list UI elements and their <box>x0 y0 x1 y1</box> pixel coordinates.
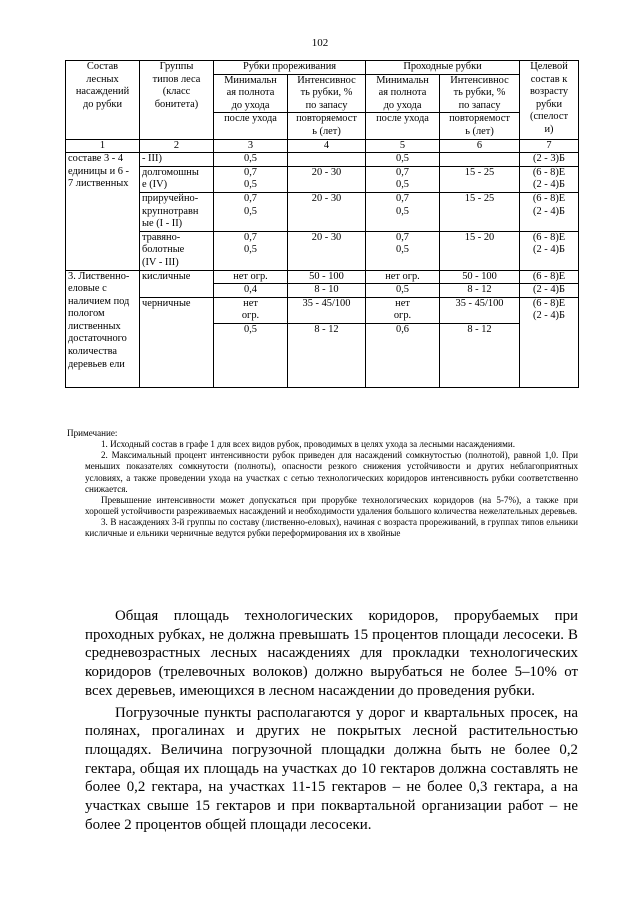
pass-intensity-cell: 15 - 25 <box>440 192 520 231</box>
forest-care-table <box>65 60 579 388</box>
target-cell: (6 - 8)Е <box>520 270 579 284</box>
thin-intensity-cell: 50 - 100 <box>288 270 366 284</box>
pass-density-cell: 0,5 <box>366 153 440 167</box>
note-item: 3. В насаждениях 3-й группы по составу (лиственно-еловых), начиная с возраста прореживаний, в группах типов ельники кисличные и ельники черничные ведутся рубки переформирования их в хвойные <box>85 517 578 539</box>
composition-cell: 3. Лиственно- еловые с наличием под пологом лиственных достаточного количества деревьев ели <box>66 270 140 387</box>
pass-density-cell: 0,5 <box>366 284 440 298</box>
col-number: 1 <box>66 139 140 153</box>
thin-intensity-cell: 8 - 10 <box>288 284 366 298</box>
col-number: 2 <box>140 139 214 153</box>
header-thin-intensity: Интенсивнос ть рубки, % по запасу <box>288 74 366 113</box>
note-item: Превышение интенсивности может допускаться при прорубке технологических коридоров (на 5-7%), а также при хорошей устойчивости разреживаемых насаждений и необходимости удаления большого количества нежелательных деревьев. <box>85 494 578 517</box>
header-thin-after-care: после ухода <box>214 113 288 139</box>
header-forest-groups: Группы типов леса (класс бонитета) <box>140 61 214 140</box>
pass-intensity-cell <box>440 153 520 167</box>
body-paragraph: Общая площадь технологических коридоров, прорубаемых при проходных рубках, не должна превышать 15 процентов площади лесосеки. В средневозрастных лесных насаждениях для прокладки технологических коридоров (трелевочных волоков) должно вырубаться не более 5–10% от всех деревьев, имеющихся в лесном насаждении до проведения рубки. <box>85 608 578 699</box>
thin-intensity-cell: 35 - 45/100 <box>288 297 366 323</box>
header-pass-repeat: повторяемост ь (лет) <box>440 113 520 139</box>
table-row <box>66 192 579 231</box>
table-row <box>66 270 579 284</box>
thin-density-cell: нет огр. <box>214 297 288 323</box>
thin-density-cell: нет огр. <box>214 270 288 284</box>
thin-intensity-cell: 20 - 30 <box>288 166 366 192</box>
notes-title: Примечание: <box>67 428 118 438</box>
header-composition: Состав лесных насаждений до рубки <box>66 61 140 140</box>
group-cell: кисличные <box>140 270 214 297</box>
col-number: 5 <box>366 139 440 153</box>
thin-density-cell: 0,7 0,5 <box>214 166 288 192</box>
target-cell: (2 - 4)Б <box>520 284 579 298</box>
group-cell: черничные <box>140 297 214 387</box>
body-text <box>85 607 578 834</box>
table-row <box>66 231 579 270</box>
pass-density-cell: 0,6 <box>366 323 440 387</box>
header-target: Целевой состав к возрасту рубки (спелост и) <box>520 61 579 140</box>
table-header-row-1 <box>66 61 579 75</box>
note-item: 2. Максимальный процент интенсивности рубок приведен для насаждений сомкнутостью (полнотой), равной 1,0. При меньших показателях сомкнутости (полноты), опасности резкого снижения устойчивости и других неблагоприятных условиях, а также проведении ухода на участках с сетью технологических коридоров интенсивность рубки соответственно снижается. <box>85 450 578 494</box>
pass-density-cell: 0,7 0,5 <box>366 166 440 192</box>
thin-intensity-cell: 20 - 30 <box>288 192 366 231</box>
header-thinning: Рубки прореживания <box>214 61 366 75</box>
thin-density-cell: 0,7 0,5 <box>214 192 288 231</box>
header-pass-intensity: Интенсивнос ть рубки, % по запасу <box>440 74 520 113</box>
pass-density-cell: 0,7 0,5 <box>366 231 440 270</box>
pass-density-cell: нет огр. <box>366 297 440 323</box>
target-cell: (2 - 3)Б <box>520 153 579 167</box>
header-passing: Проходные рубки <box>366 61 520 75</box>
col-number: 7 <box>520 139 579 153</box>
pass-density-cell: нет огр. <box>366 270 440 284</box>
target-cell: (6 - 8)Е (2 - 4)Б <box>520 192 579 231</box>
thin-density-cell: 0,4 <box>214 284 288 298</box>
column-number-row <box>66 139 579 153</box>
target-cell: (6 - 8)Е (2 - 4)Б <box>520 166 579 192</box>
thin-intensity-cell: 20 - 30 <box>288 231 366 270</box>
table-row <box>66 297 579 323</box>
thin-density-cell: 0,7 0,5 <box>214 231 288 270</box>
target-cell: (6 - 8)Е (2 - 4)Б <box>520 297 579 387</box>
group-cell: приручейно- крупнотравн ые (I - II) <box>140 192 214 231</box>
body-paragraph: Погрузочные пункты располагаются у дорог и квартальных просек, на полянах, прогалинах и других не покрытых лесной растительностью площадях. Величина погрузочной площадки должна быть не более 0,2 гектара, общая их площадь на участках до 10 гектаров должна составлять не более 0,2 гектара, на участках 11-15 гектаров – не более 0,3 гектара, а на участках свыше 15 гектаров и при поквартальной организации работ – не более 2 процентов общей площади лесосеки. <box>85 704 578 833</box>
pass-intensity-cell: 35 - 45/100 <box>440 297 520 323</box>
page-number: 102 <box>311 37 329 49</box>
group-cell: - III) <box>140 153 214 167</box>
note-item: 1. Исходный состав в графе 1 для всех видов рубок, проводимых в целях ухода за лесными насаждениями. <box>101 439 515 450</box>
thin-intensity-cell: 8 - 12 <box>288 323 366 387</box>
pass-intensity-cell: 15 - 20 <box>440 231 520 270</box>
col-number: 3 <box>214 139 288 153</box>
thin-density-cell: 0,5 <box>214 153 288 167</box>
pass-density-cell: 0,7 0,5 <box>366 192 440 231</box>
thin-intensity-cell <box>288 153 366 167</box>
header-thin-repeat: повторяемост ь (лет) <box>288 113 366 139</box>
table-row <box>66 153 579 167</box>
group-cell: долгомошны е (IV) <box>140 166 214 192</box>
pass-intensity-cell: 8 - 12 <box>440 284 520 298</box>
header-pass-min-density: Минимальн ая полнота до ухода <box>366 74 440 113</box>
col-number: 6 <box>440 139 520 153</box>
header-thin-min-density: Минимальн ая полнота до ухода <box>214 74 288 113</box>
thin-density-cell: 0,5 <box>214 323 288 387</box>
composition-cell: составе 3 - 4 единицы и 6 - 7 лиственных <box>66 153 140 270</box>
col-number: 4 <box>288 139 366 153</box>
group-cell: травяно- болотные (IV - III) <box>140 231 214 270</box>
pass-intensity-cell: 8 - 12 <box>440 323 520 387</box>
target-cell: (6 - 8)Е (2 - 4)Б <box>520 231 579 270</box>
pass-intensity-cell: 15 - 25 <box>440 166 520 192</box>
table-row <box>66 166 579 192</box>
table-notes <box>67 428 578 540</box>
header-pass-after-care: после ухода <box>366 113 440 139</box>
pass-intensity-cell: 50 - 100 <box>440 270 520 284</box>
